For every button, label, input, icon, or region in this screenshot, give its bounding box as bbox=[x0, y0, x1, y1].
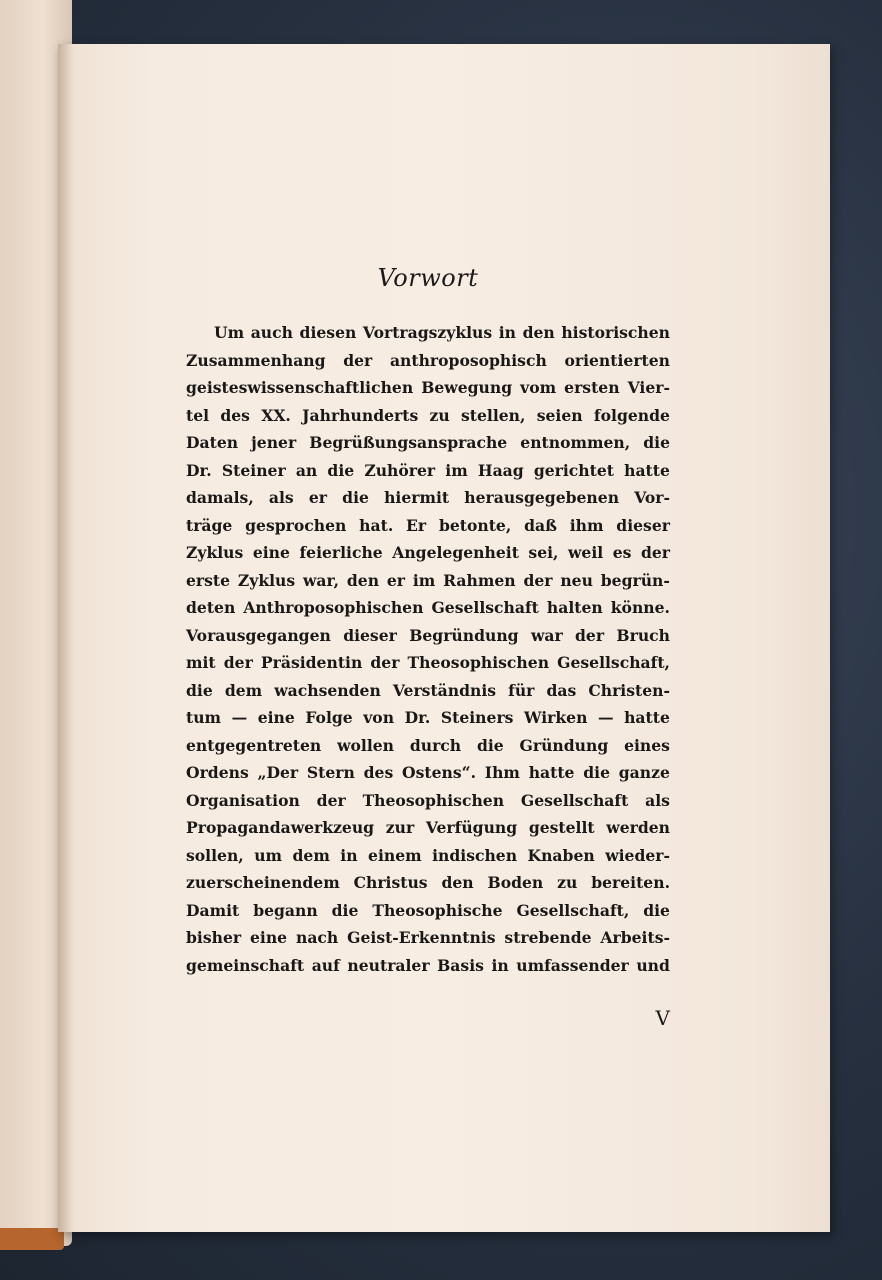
word: eine bbox=[252, 543, 290, 562]
word: hatte bbox=[624, 708, 670, 727]
word: träge bbox=[186, 515, 233, 535]
word: und bbox=[636, 955, 670, 975]
text-line bbox=[186, 732, 670, 760]
word: in bbox=[498, 323, 517, 342]
text-line bbox=[186, 842, 670, 870]
word: herausgegebenen bbox=[464, 488, 620, 507]
word: geisteswissenschaftlichen bbox=[186, 378, 414, 397]
word: in bbox=[491, 955, 509, 975]
word: Steiners bbox=[440, 708, 514, 727]
word: mit bbox=[186, 653, 216, 672]
word: folgende bbox=[593, 405, 670, 425]
word: dieser bbox=[343, 625, 397, 645]
word: um bbox=[254, 845, 283, 865]
word: Gesellschaft, bbox=[516, 900, 630, 920]
word: der bbox=[343, 350, 373, 370]
text-line bbox=[186, 704, 670, 732]
word: als bbox=[268, 488, 294, 507]
word: begann bbox=[253, 900, 318, 920]
text-line bbox=[186, 347, 670, 375]
text-line bbox=[186, 897, 670, 925]
word: — bbox=[231, 708, 248, 727]
page-title: Vorwort bbox=[377, 264, 479, 292]
word: Gesellschaft, bbox=[557, 653, 670, 672]
word: XX. bbox=[261, 405, 291, 425]
word: tel bbox=[186, 405, 210, 425]
word: Stern bbox=[306, 763, 355, 782]
word: Gesellschaft bbox=[431, 598, 539, 617]
word: daß bbox=[524, 515, 557, 535]
word: Verfügung bbox=[425, 818, 518, 837]
word: sollen, bbox=[186, 845, 244, 865]
word: halten bbox=[546, 598, 603, 617]
word: umfassender bbox=[516, 955, 629, 975]
word: betonte, bbox=[438, 515, 512, 535]
word: zu bbox=[429, 405, 450, 425]
page-gutter-shadow bbox=[58, 44, 74, 1232]
word: feierliche bbox=[299, 543, 383, 562]
text-line bbox=[186, 649, 670, 677]
word: das bbox=[546, 680, 577, 700]
word: entgegentreten bbox=[186, 735, 322, 755]
word: Vier- bbox=[627, 378, 670, 397]
word: vom bbox=[520, 378, 557, 397]
word: im bbox=[445, 460, 468, 480]
word: wieder- bbox=[605, 845, 670, 865]
word: tum bbox=[186, 708, 222, 727]
word: zu bbox=[557, 873, 578, 892]
word: Bruch bbox=[616, 625, 670, 645]
word: der bbox=[370, 653, 400, 672]
word: Bewegung bbox=[421, 378, 513, 397]
word: Folge bbox=[305, 708, 353, 727]
word: anthroposophisch bbox=[389, 350, 547, 370]
word: der bbox=[316, 790, 346, 810]
word: einem bbox=[368, 845, 422, 865]
word: Begründung bbox=[409, 625, 519, 645]
word: Zuhörer bbox=[364, 460, 436, 480]
word: der bbox=[523, 570, 553, 590]
text-line bbox=[186, 539, 670, 567]
word: Zyklus bbox=[237, 570, 296, 590]
word: Knaben bbox=[527, 845, 595, 865]
word: Zusammenhang bbox=[186, 350, 326, 370]
word: erste bbox=[186, 570, 231, 590]
word: die bbox=[643, 433, 670, 452]
word: Dr. bbox=[186, 460, 212, 480]
word: durch bbox=[409, 735, 462, 755]
word: die bbox=[186, 680, 213, 700]
word: werden bbox=[606, 818, 670, 837]
word: des bbox=[363, 763, 394, 782]
word: Theosophische bbox=[372, 900, 503, 920]
word: dem bbox=[292, 845, 330, 865]
word: historischen bbox=[561, 323, 670, 342]
word: bereiten. bbox=[591, 873, 670, 892]
word: hat. bbox=[359, 515, 394, 535]
word: Christus bbox=[353, 873, 428, 892]
text-line bbox=[186, 594, 670, 622]
text-line bbox=[186, 319, 670, 347]
word: Ostens“. bbox=[402, 763, 477, 782]
word: auch bbox=[250, 323, 293, 342]
word: hatte bbox=[528, 763, 575, 782]
word: Dr. bbox=[404, 708, 431, 727]
word: strebende bbox=[504, 928, 592, 947]
word: dem bbox=[224, 680, 263, 700]
text-line bbox=[186, 567, 670, 595]
word: Jahrhunderts bbox=[302, 405, 419, 425]
word: Propagandawerkzeug bbox=[186, 818, 375, 837]
word: deten bbox=[186, 598, 236, 617]
word: Theosophischen bbox=[407, 653, 550, 672]
word: für bbox=[508, 680, 535, 700]
word: im bbox=[412, 570, 436, 590]
word: war bbox=[530, 625, 563, 645]
word: — bbox=[597, 708, 614, 727]
text-line bbox=[186, 484, 670, 512]
word: er bbox=[308, 488, 328, 507]
word: die bbox=[327, 460, 355, 480]
word: eine bbox=[249, 928, 288, 947]
word: Boden bbox=[487, 873, 544, 892]
word: gestellt bbox=[528, 818, 595, 837]
word: von bbox=[363, 708, 395, 727]
book-cover-edge bbox=[0, 1228, 64, 1250]
word: gemeinschaft bbox=[186, 955, 305, 975]
word: jener bbox=[251, 433, 297, 452]
text-line bbox=[186, 402, 670, 430]
word: als bbox=[645, 790, 670, 810]
word: die bbox=[643, 900, 670, 920]
text-line bbox=[186, 512, 670, 540]
word: der bbox=[575, 625, 605, 645]
word: ersten bbox=[564, 378, 620, 397]
word: er bbox=[386, 570, 406, 590]
word: gesprochen bbox=[245, 515, 347, 535]
word: zuerscheinendem bbox=[186, 873, 340, 892]
text-line bbox=[186, 952, 670, 980]
word: Begrüßungsansprache bbox=[309, 433, 508, 452]
word: seien bbox=[536, 405, 583, 425]
word: dieser bbox=[616, 515, 670, 535]
word: Arbeits- bbox=[600, 928, 670, 947]
word: diesen bbox=[299, 323, 357, 342]
word: es bbox=[612, 543, 632, 562]
word: Haag bbox=[477, 460, 524, 480]
text-line bbox=[186, 924, 670, 952]
word: stellen, bbox=[461, 405, 526, 425]
word: Wirken bbox=[523, 708, 588, 727]
word: Gesellschaft bbox=[520, 790, 629, 810]
word: bisher bbox=[186, 928, 242, 947]
word: Ihm bbox=[484, 763, 520, 782]
word: Geist-Erkenntnis bbox=[347, 928, 496, 947]
word: den bbox=[522, 323, 555, 342]
word: orientierten bbox=[564, 350, 670, 370]
word: Präsidentin bbox=[260, 653, 363, 672]
word: Zyklus bbox=[186, 543, 244, 562]
word: die bbox=[583, 763, 610, 782]
word: Gründung bbox=[519, 735, 609, 755]
word: „Der bbox=[257, 763, 299, 782]
word: Verständnis bbox=[392, 680, 497, 700]
word: ganze bbox=[618, 763, 670, 782]
text-line bbox=[186, 869, 670, 897]
word: Basis bbox=[437, 955, 484, 975]
word: Steiner bbox=[221, 460, 286, 480]
word: Theosophischen bbox=[362, 790, 505, 810]
word: den bbox=[346, 570, 380, 590]
text-line bbox=[186, 374, 670, 402]
word: indischen bbox=[432, 845, 518, 865]
word: neutraler bbox=[347, 955, 430, 975]
word: Er bbox=[406, 515, 427, 535]
word: die bbox=[342, 488, 369, 507]
word: die bbox=[331, 900, 359, 920]
text-line bbox=[186, 759, 670, 787]
text-line bbox=[186, 677, 670, 705]
word: ihm bbox=[569, 515, 604, 535]
text-line bbox=[186, 622, 670, 650]
text-line bbox=[186, 787, 670, 815]
word: begrün- bbox=[600, 570, 670, 590]
word: Vor- bbox=[634, 488, 670, 507]
word: an bbox=[295, 460, 318, 480]
word: Anthroposophischen bbox=[243, 598, 424, 617]
word: den bbox=[441, 873, 474, 892]
word: auf bbox=[311, 955, 340, 975]
text-line bbox=[186, 429, 670, 457]
word: Rahmen bbox=[443, 570, 516, 590]
word: entnommen, bbox=[520, 433, 631, 452]
word: Vortragszyklus bbox=[362, 323, 493, 342]
text-line bbox=[186, 457, 670, 485]
word: könne. bbox=[610, 598, 670, 617]
word: wachsenden bbox=[274, 680, 381, 700]
word: Um bbox=[214, 323, 245, 342]
word: Vorausgegangen bbox=[186, 625, 331, 645]
word: damals, bbox=[186, 488, 254, 507]
word: der bbox=[640, 543, 670, 562]
word: eines bbox=[624, 735, 670, 755]
word: in bbox=[340, 845, 358, 865]
word: Angelegenheit bbox=[392, 543, 519, 562]
word: hiermit bbox=[384, 488, 450, 507]
word: hatte bbox=[624, 460, 670, 480]
word: Ordens bbox=[186, 763, 249, 782]
word: Damit bbox=[186, 900, 240, 920]
word: Organisation bbox=[186, 790, 300, 810]
word: Daten bbox=[186, 433, 239, 452]
text-line bbox=[186, 814, 670, 842]
word: eine bbox=[257, 708, 295, 727]
word: der bbox=[223, 653, 253, 672]
word: sei, bbox=[528, 543, 559, 562]
word: zur bbox=[385, 818, 415, 837]
word: des bbox=[220, 405, 250, 425]
word: Christen- bbox=[588, 680, 670, 700]
page-number: V bbox=[655, 1006, 670, 1030]
word: wollen bbox=[337, 735, 395, 755]
word: war, bbox=[303, 570, 340, 590]
word: neu bbox=[560, 570, 593, 590]
word: nach bbox=[295, 928, 339, 947]
body-text bbox=[186, 319, 670, 979]
word: gerichtet bbox=[533, 460, 614, 480]
word: die bbox=[476, 735, 504, 755]
word: weil bbox=[568, 543, 604, 562]
